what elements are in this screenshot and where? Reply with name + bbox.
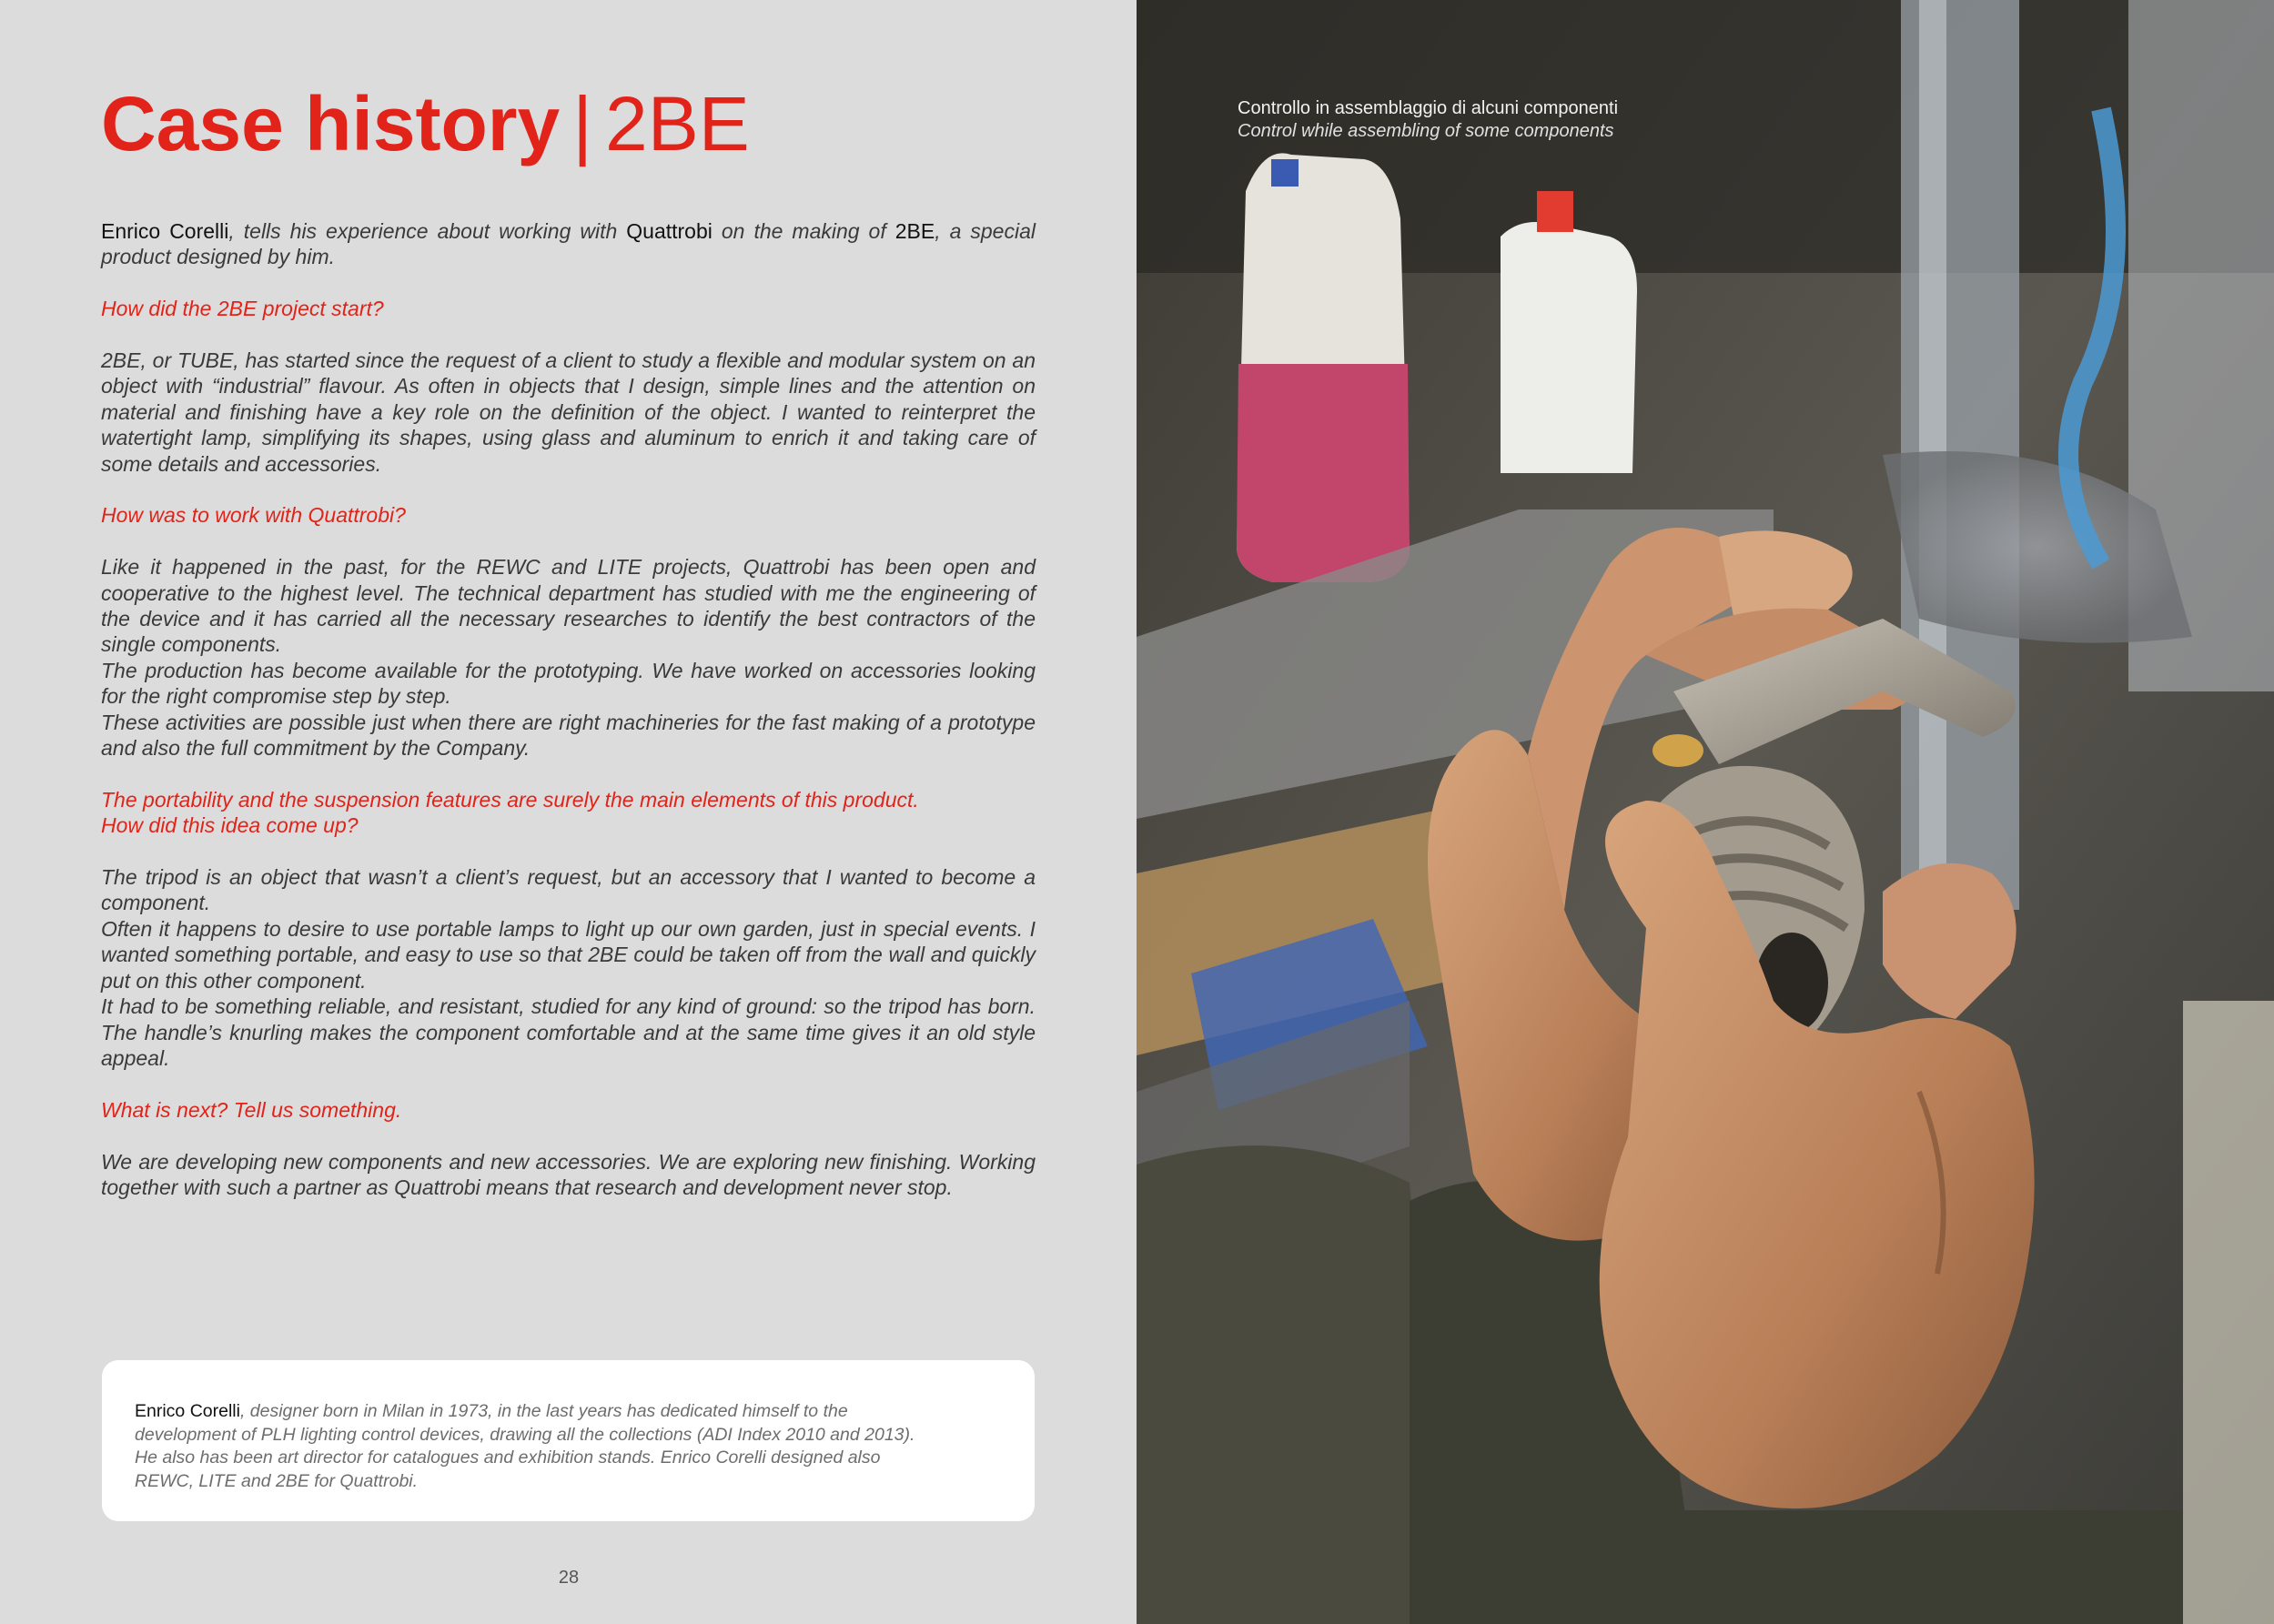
answer-3-paragraph: Often it happens to desire to use portable lamps to light up our own garden, just in special events. I wanted something portable, and easy to use so that 2BE could be taken off from the wall and quickly put on this other component. [101,916,1036,993]
page-number: 28 [558,1568,580,1588]
page-title [101,81,750,166]
interview-article [101,218,1036,1200]
question-1: How did the 2BE project start? [101,297,384,321]
intro-text: , tells his experience about working with [228,219,627,243]
bio-line: development of PLH lighting control devices, drawing all the collections (ADI Index 2010 and 2013). [135,1424,915,1445]
answer-2-paragraph: The production has become available for the prototyping. We have worked on accessories looking for the right compromise step by step. [101,658,1036,709]
photo-caption [1238,97,1784,143]
title-light: 2BE [605,81,750,166]
workshop-photo [1137,0,2274,1624]
answer-2-paragraph: Like it happened in the past, for the REWC and LITE projects, Quattrobi has been open and cooperative to the highest level. The technical department has studied with me the engineering of the device and it has carried all the necessary researches to identify the best contractors of the single components. [101,555,1036,657]
answer-3-paragraph: It had to be something reliable, and resistant, studied for any kind of ground: so the tripod has born. The handle’s knurling makes the component comfortable and at the same time gives it an old style appeal. [101,994,1036,1070]
title-separator: | [572,81,593,166]
caption-english: Control while assembling of some components [1238,121,1614,141]
answer-3-paragraph: The tripod is an object that wasn’t a client’s request, but an accessory that I wanted to become a component. [101,865,1036,915]
intro-text: , a special product designed by him. [101,219,1036,269]
hands-assembling-illustration [1137,0,2274,1624]
intro-paragraph [101,218,1036,270]
answer-2-paragraph: These activities are possible just when there are right machineries for the fast making of a prototype and also the full commitment by the Company. [101,710,1036,761]
bio-line: REWC, LITE and 2BE for Quattrobi. [135,1470,419,1491]
question-4: What is next? Tell us something. [101,1097,402,1122]
bio-text [135,1400,1002,1493]
designer-bio-box [102,1360,1035,1521]
intro-text: on the making of [712,219,895,243]
title-bold: Case history [101,81,561,166]
bio-line: , designer born in Milan in 1973, in the last years has dedicated himself to the [239,1401,848,1421]
bio-line: He also has been art director for catalogues and exhibition stands. Enrico Corelli designed also [135,1447,881,1468]
caption-italian: Controllo in assemblaggio di alcuni componenti [1238,98,1619,118]
intro-company: Quattrobi [626,219,713,243]
answer-1-paragraph: 2BE, or TUBE, has started since the request of a client to study a flexible and modular system on an object with “industrial” flavour. As often in objects that I design, simple lines and the attention on material and finishing have a key role on the definition of the object. I wanted to reinterpret the watertight lamp, simplifying its shapes, using glass and aluminum to enrich it and taking care of some details and accessories. [101,348,1036,476]
bio-name: Enrico Corelli [135,1401,240,1421]
question-3: The portability and the suspension features are surely the main elements of this product. [101,787,919,812]
question-2: How was to work with Quattrobi? [101,503,406,528]
question-3-line-2: How did this idea come up? [101,813,359,838]
answer-4-paragraph: We are developing new components and new accessories. We are exploring new finishing. Working together with such a partner as Quattrobi means that research and development never stop. [101,1149,1036,1199]
intro-product: 2BE [894,219,935,243]
intro-name: Enrico Corelli [101,219,229,243]
